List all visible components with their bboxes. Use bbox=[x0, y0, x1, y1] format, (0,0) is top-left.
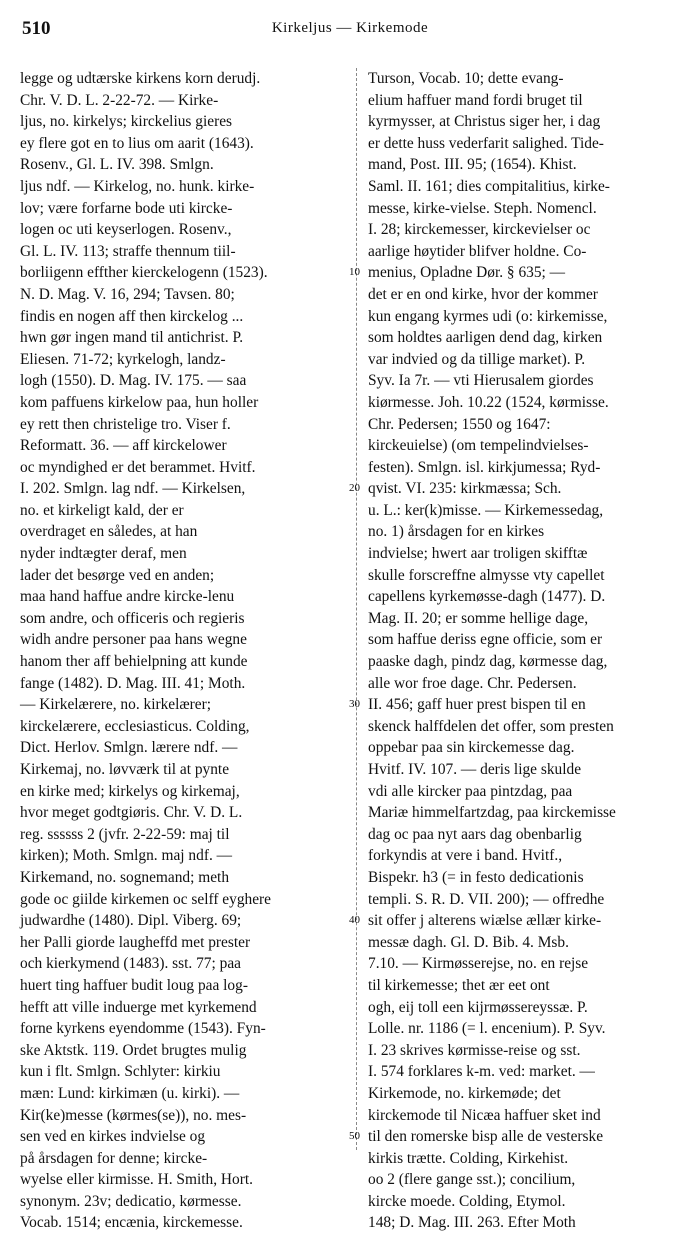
text-line: sit offer j alterens wiælse ællær kirke- bbox=[368, 912, 602, 930]
text-line: dag oc paa nyt aars dag obenbarlig bbox=[368, 825, 582, 843]
text-line: lov; være forfarne bode uti kircke- bbox=[20, 199, 233, 217]
text-line: II. 456; gaff huer prest bispen til en bbox=[368, 696, 586, 714]
text-line: ljus, no. kirkelys; kirckelius gieres bbox=[20, 113, 233, 131]
line-number: 40 bbox=[349, 914, 360, 927]
text-line: Gl. L. IV. 113; straffe thennum tiil- bbox=[20, 242, 236, 260]
running-head: Kirkeljus — Kirkemode bbox=[271, 20, 429, 36]
text-line: Hvitf. IV. 107. — deris lige skulde bbox=[368, 761, 582, 778]
text-line: kom paffuens kirkelow paa, hun holler bbox=[20, 393, 259, 411]
text-line: kirckeuielse) (om tempelindvielses- bbox=[368, 437, 589, 455]
text-line: kyrmysser, at Christus siger her, i dag bbox=[368, 113, 601, 131]
text-line: ey flere got en to lius om aarit (1643). bbox=[20, 134, 254, 152]
text-line: skenck halffdelen det offer, som presten bbox=[368, 717, 614, 735]
text-line: synonym. 23v; dedicatio, kørmesse. bbox=[20, 1192, 242, 1210]
text-line: borliigenn effther kierckelogenn (1523). bbox=[20, 264, 268, 282]
text-line: her Palli giorde laugheffd met prester bbox=[20, 933, 251, 951]
text-line: som holdtes aarligen dend dag, kirken bbox=[368, 329, 603, 347]
text-line: vdi alle kircker paa pintzdag, paa bbox=[368, 782, 573, 800]
text-line: Reformatt. 36. — aff kirckelower bbox=[20, 437, 227, 455]
text-line: en kirke med; kirkelys og kirkemaj, bbox=[20, 782, 240, 800]
text-line: u. L.: ker(k)misse. — Kirkemessedag, bbox=[368, 501, 604, 519]
text-line: nyder indtægter deraf, men bbox=[20, 545, 187, 563]
text-line: widh andre personer paa hans wegne bbox=[20, 631, 247, 649]
text-line: no. 1) årsdagen for en kirkes bbox=[368, 523, 545, 541]
text-line: Mariæ himmelfartzdag, paa kirckemisse bbox=[368, 804, 616, 822]
text-line: som haffue deriss egne officie, som er bbox=[368, 631, 603, 649]
text-line: Mag. II. 20; er somme hellige dage, bbox=[368, 609, 589, 627]
text-line: no. et kirkeligt kald, der er bbox=[20, 501, 184, 519]
text-line: huert ting haffuer budit loug paa log- bbox=[20, 976, 248, 994]
text-line: logen oc uti keyserlogen. Rosenv., bbox=[20, 221, 232, 239]
text-line: I. 574 forklares k-m. ved: market. — bbox=[368, 1063, 595, 1081]
text-line: fange (1482). D. Mag. III. 41; Moth. bbox=[20, 674, 246, 692]
text-line: Dict. Herlov. Smlgn. lærere ndf. — bbox=[20, 739, 238, 757]
text-line: ey rett then christelige tro. Viser f. bbox=[20, 415, 231, 433]
text-line: forne kyrkens eyendomme (1543). Fyn- bbox=[20, 1020, 266, 1038]
text-line: findis en nogen aff then kirckelog ... bbox=[20, 307, 244, 325]
text-line: och kierkymend (1483). sst. 77; paa bbox=[20, 955, 241, 973]
text-line: til den romerske bisp alle de vesterske bbox=[368, 1128, 604, 1146]
text-line: judwardhe (1480). Dipl. Viberg. 69; bbox=[20, 912, 242, 930]
text-line: 148; D. Mag. III. 263. Efter Moth bbox=[368, 1214, 576, 1232]
text-line: menius, Opladne Dør. § 635; — bbox=[368, 264, 566, 282]
text-line: Turson, Vocab. 10; dette evang- bbox=[368, 70, 564, 87]
text-line: hanom ther aff behielpning att kunde bbox=[20, 653, 248, 671]
text-line: forkyndis at vere i band. Hvitf., bbox=[368, 847, 563, 865]
line-number: 10 bbox=[349, 266, 360, 279]
text-line: er dette huss vederfarit salighed. Tide- bbox=[368, 134, 604, 152]
text-line: capellens kyrkemøsse-dagh (1477). D. bbox=[368, 588, 606, 606]
text-line: Rosenv., Gl. L. IV. 398. Smlgn. bbox=[20, 156, 214, 174]
text-line: aarlige høytider blifver holdne. Co- bbox=[368, 242, 587, 260]
text-line: elium haffuer mand fordi bruget til bbox=[368, 91, 583, 109]
text-line: oc myndighed er det berammet. Hvitf. bbox=[20, 458, 256, 476]
text-line: kirkis trætte. Colding, Kirkehist. bbox=[368, 1149, 569, 1167]
text-line: indvielse; hwert aar troligen skifftæ bbox=[368, 545, 588, 563]
text-line: maa hand haffue andre kircke-lenu bbox=[20, 588, 235, 606]
text-line: kirckelærere, ecclesiasticus. Colding, bbox=[20, 717, 250, 735]
text-line: til kirkemesse; thet ær eet ont bbox=[368, 976, 550, 994]
text-line: som andre, och officeris och regieris bbox=[20, 609, 245, 627]
text-line: Eliesen. 71-72; kyrkelogh, landz- bbox=[20, 350, 226, 368]
text-line: kirckemode til Nicæa haffuer sket ind bbox=[368, 1106, 601, 1124]
text-line: ogh, eij toll een kijrmøssereyssæ. P. bbox=[368, 998, 588, 1016]
text-line: sen ved en kirkes indvielse og bbox=[20, 1128, 206, 1146]
text-line: hvor meget godtgiøris. Chr. V. D. L. bbox=[20, 804, 243, 822]
text-line: lader det besørge ved en anden; bbox=[20, 566, 215, 584]
text-line: kiørmesse. Joh. 10.22 (1524, kørmisse. bbox=[368, 393, 609, 411]
page-header bbox=[0, 18, 700, 48]
text-line: Kir(ke)messe (kørmes(se)), no. mes- bbox=[20, 1106, 247, 1124]
line-number: 50 bbox=[349, 1130, 360, 1143]
text-line: gode oc giilde kirkemen oc selff eyghere bbox=[20, 890, 271, 908]
left-column bbox=[20, 68, 345, 1232]
text-line: messe, kirke-vielse. Steph. Nomencl. bbox=[368, 199, 597, 217]
text-line: paaske dagh, pindz dag, kørmesse dag, bbox=[368, 653, 608, 671]
text-line: Saml. II. 161; dies compitalitius, kirke- bbox=[368, 177, 610, 195]
text-line: Kirkemode, no. kirkemøde; det bbox=[368, 1084, 561, 1102]
text-line: I. 23 skrives kørmisse-reise og sst. bbox=[368, 1041, 581, 1059]
text-line: Lolle. nr. 1186 (= l. encenium). P. Syv. bbox=[368, 1020, 606, 1038]
text-line: Syv. Ia 7r. — vti Hierusalem giordes bbox=[368, 372, 594, 390]
line-number: 20 bbox=[349, 482, 360, 495]
text-line: alle wor froe dage. Chr. Pedersen. bbox=[368, 674, 577, 692]
text-line: Kirkemand, no. sognemand; meth bbox=[20, 868, 230, 886]
text-line: messæ dagh. Gl. D. Bib. 4. Msb. bbox=[368, 933, 569, 951]
text-line: hefft att ville induerge met kyrkemend bbox=[20, 998, 257, 1016]
text-line: logh (1550). D. Mag. IV. 175. — saa bbox=[20, 372, 247, 390]
text-line: Vocab. 1514; encænia, kirckemesse. bbox=[20, 1214, 243, 1232]
text-line: Chr. Pedersen; 1550 og 1647: bbox=[368, 415, 551, 433]
text-line: oppebar paa sin kirckemesse dag. bbox=[368, 739, 575, 757]
text-line: ske Aktstk. 119. Ordet brugtes mulig bbox=[20, 1041, 247, 1059]
text-line: oo 2 (flere gange sst.); concilium, bbox=[368, 1171, 576, 1189]
line-number: 30 bbox=[349, 698, 360, 711]
text-line: templi. S. R. D. VII. 200); — offredhe bbox=[368, 890, 605, 908]
text-line: wyelse eller kirmisse. H. Smith, Hort. bbox=[20, 1171, 253, 1189]
text-line: I. 202. Smlgn. lag ndf. — Kirkelsen, bbox=[20, 480, 246, 498]
text-line: ljus ndf. — Kirkelog, no. hunk. kirke- bbox=[20, 177, 255, 195]
text-line: på årsdagen for denne; kircke- bbox=[20, 1149, 208, 1167]
text-line: N. D. Mag. V. 16, 294; Tavsen. 80; bbox=[20, 285, 235, 303]
text-line: kun engang kyrmes udi (o: kirkemisse, bbox=[368, 307, 608, 325]
text-line: kirken); Moth. Smlgn. maj ndf. — bbox=[20, 847, 233, 865]
text-line: I. 28; kirckemesser, kirckevielser oc bbox=[368, 221, 591, 239]
text-line: festen). Smlgn. isl. kirkjumessa; Ryd- bbox=[368, 458, 601, 476]
text-line: hwn gør ingen mand til antichrist. P. bbox=[20, 329, 244, 347]
text-line: var indvied og da tillige market). P. bbox=[368, 350, 586, 368]
text-line: Chr. V. D. L. 2-22-72. — Kirke- bbox=[20, 91, 219, 109]
text-line: det er en ond kirke, hvor der kommer bbox=[368, 285, 598, 303]
text-line: reg. ssssss 2 (jvfr. 2-22-59: maj til bbox=[20, 825, 230, 843]
text-line: Bispekr. h3 (= in festo dedicationis bbox=[368, 868, 584, 886]
text-line: mæn: Lund: kirkimæn (u. kirki). — bbox=[20, 1084, 240, 1102]
text-line: legge og udtærske kirkens korn derudj. bbox=[20, 70, 261, 87]
page-number: 510 bbox=[22, 18, 51, 39]
text-line: qvist. VI. 235: kirkmæssa; Sch. bbox=[368, 480, 562, 498]
text-line: — Kirkelærere, no. kirkelærer; bbox=[20, 696, 212, 714]
text-line: 7.10. — Kirmøsserejse, no. en rejse bbox=[368, 955, 589, 973]
column-divider bbox=[356, 68, 357, 1150]
text-line: kun i flt. Smlgn. Schlyter: kirkiu bbox=[20, 1063, 221, 1081]
text-line: skulle forscreffne almysse vty capellet bbox=[368, 566, 605, 584]
text-line: mand, Post. III. 95; (1654). Khist. bbox=[368, 156, 577, 174]
right-column bbox=[368, 68, 686, 1232]
text-line: Kirkemaj, no. løvværk til at pynte bbox=[20, 761, 230, 778]
text-line: overdraget en således, at han bbox=[20, 523, 198, 541]
text-line: kircke moede. Colding, Etymol. bbox=[368, 1192, 566, 1210]
